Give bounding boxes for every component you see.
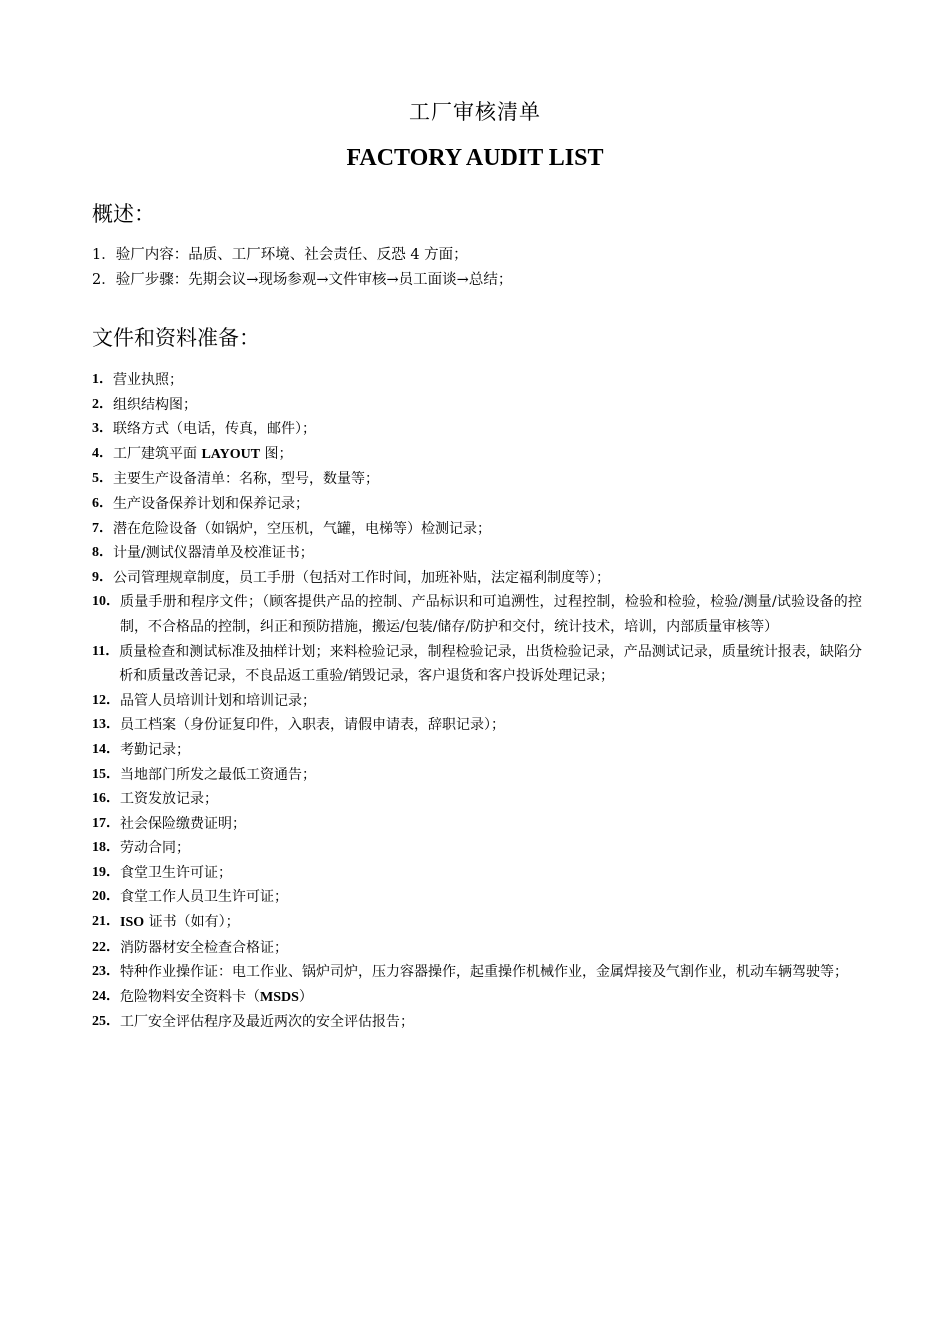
list-item-text: 特种作业操作证：电工作业、锅炉司炉，压力容器操作，起重操作机械作业，金属焊接及气割作业，机动车辆驾驶等； bbox=[120, 964, 848, 981]
list-item-text: 质量手册和程序文件；（顾客提供产品的控制、产品标识和可追溯性，过程控制，检验和检验，检验/测量/试验设备的控制，不合格品的控制，纠正和预防措施，搬运/包装/储存/防护和交付，统计技术，培训，内部质量审核等） bbox=[120, 594, 862, 635]
list-item-text: 工厂安全评估程序及最近两次的安全评估报告； bbox=[120, 1014, 414, 1031]
document-list-item bbox=[92, 541, 862, 566]
list-item-number: 25． bbox=[92, 1014, 120, 1030]
list-item-text: 营业执照； bbox=[113, 372, 183, 388]
list-item-number: 11． bbox=[92, 643, 120, 659]
document-list-item bbox=[92, 590, 862, 639]
list-item-text: 品管人员培训计划和培训记录； bbox=[120, 692, 316, 709]
list-item-number: 10． bbox=[92, 594, 120, 610]
page-title-english: FACTORY AUDIT LIST bbox=[346, 145, 604, 171]
list-item-number: 13． bbox=[92, 717, 120, 733]
list-item-number: 19． bbox=[92, 864, 120, 880]
list-item-number: 21． bbox=[92, 914, 120, 930]
documents-list bbox=[92, 368, 862, 1035]
list-item-text: 当地部门所发之最低工资通告； bbox=[120, 766, 316, 783]
list-item-number: 15． bbox=[92, 766, 120, 782]
list-item-text: 生产设备保养计划和保养记录； bbox=[113, 495, 309, 512]
list-item-number: 23． bbox=[92, 964, 120, 980]
overview-heading: 概述： bbox=[92, 202, 155, 226]
list-item-text: 社会保险缴费证明； bbox=[120, 815, 246, 832]
list-item-number: 22． bbox=[92, 939, 120, 955]
list-item-text: 劳动合同； bbox=[120, 840, 190, 857]
document-list-item bbox=[92, 442, 862, 468]
overview-item: 1．验厂内容：品质、工厂环境、社会责任、反恐 4 方面； bbox=[92, 247, 468, 263]
list-item-text: ISO 证书（如有）； bbox=[120, 914, 240, 931]
list-item-text: 联络方式（电话，传真，邮件）； bbox=[113, 421, 316, 438]
document-list-item bbox=[92, 492, 862, 517]
overview-list bbox=[92, 243, 872, 293]
list-item-number: 12． bbox=[92, 692, 120, 708]
list-item-number: 16． bbox=[92, 791, 120, 807]
list-item-text: 主要生产设备清单：名称，型号，数量等； bbox=[113, 471, 379, 488]
list-item-text: 组织结构图； bbox=[113, 396, 197, 413]
document-list-item bbox=[92, 910, 862, 936]
list-item-number: 2． bbox=[92, 396, 113, 412]
document-list-item bbox=[92, 885, 862, 910]
document-list-item bbox=[92, 566, 862, 591]
document-list-item bbox=[92, 517, 862, 542]
document-list-item bbox=[92, 936, 862, 961]
list-item-text: 潜在危险设备（如锅炉，空压机，气罐，电梯等）检测记录； bbox=[113, 520, 491, 537]
document-list-item bbox=[92, 689, 862, 714]
list-item-number: 1． bbox=[92, 372, 113, 387]
list-item-number: 14． bbox=[92, 741, 120, 757]
document-list-item bbox=[92, 393, 862, 418]
list-item-text: 员工档案（身份证复印件，入职表，请假申请表，辞职记录）； bbox=[120, 717, 505, 734]
document-list-item bbox=[92, 417, 862, 442]
list-item-text: 食堂卫生许可证； bbox=[120, 864, 232, 881]
document-list-item bbox=[92, 836, 862, 861]
list-item-text: 考勤记录； bbox=[120, 741, 190, 758]
document-list-item bbox=[92, 1010, 862, 1035]
list-item-text: 食堂工作人员卫生许可证； bbox=[120, 889, 288, 906]
list-item-text: 质量检查和测试标准及抽样计划；来料检验记录，制程检验记录，出货检验记录，产品测试记录，质量统计报表，缺陷分析和质量改善记录，不良品返工重验/销毁记录，客户退货和客户投诉处理记录； bbox=[119, 643, 862, 685]
list-item-number: 20． bbox=[92, 889, 120, 905]
document-list-item bbox=[92, 861, 862, 886]
document-list-item bbox=[92, 787, 862, 812]
list-item-text: 计量/测试仪器清单及校准证书； bbox=[113, 545, 314, 562]
document-list-item bbox=[92, 812, 862, 837]
list-item-number: 7． bbox=[92, 520, 113, 536]
document-list-item bbox=[92, 713, 862, 738]
overview-item: 2．验厂步骤：先期会议→现场参观→文件审核→员工面谈→总结； bbox=[92, 272, 513, 288]
document-list-item bbox=[92, 640, 862, 689]
list-item-number: 8． bbox=[92, 545, 113, 561]
document-list-item bbox=[92, 368, 862, 393]
list-item-number: 5． bbox=[92, 471, 113, 487]
documents-heading: 文件和资料准备： bbox=[92, 326, 260, 350]
list-item-number: 3． bbox=[92, 421, 113, 437]
list-item-number: 24． bbox=[92, 988, 120, 1004]
list-item-text: 工厂建筑平面 LAYOUT 图； bbox=[113, 445, 293, 462]
document-list-item bbox=[92, 985, 862, 1011]
list-item-text: 消防器材安全检查合格证； bbox=[120, 939, 288, 956]
document-list-item bbox=[92, 763, 862, 788]
list-item-number: 18． bbox=[92, 840, 120, 856]
list-item-number: 9． bbox=[92, 569, 113, 585]
list-item-text: 工资发放记录； bbox=[120, 791, 218, 808]
page-title-chinese: 工厂审核清单 bbox=[409, 100, 541, 124]
document-list-item bbox=[92, 738, 862, 763]
list-item-text: 公司管理规章制度，员工手册（包括对工作时间，加班补贴，法定福利制度等）； bbox=[113, 569, 610, 586]
list-item-number: 6． bbox=[92, 495, 113, 511]
list-item-text: 危险物料安全资料卡（MSDS） bbox=[120, 988, 313, 1005]
document-list-item bbox=[92, 960, 862, 985]
document-list-item bbox=[92, 467, 862, 492]
list-item-number: 17． bbox=[92, 815, 120, 831]
list-item-number: 4． bbox=[92, 445, 113, 461]
